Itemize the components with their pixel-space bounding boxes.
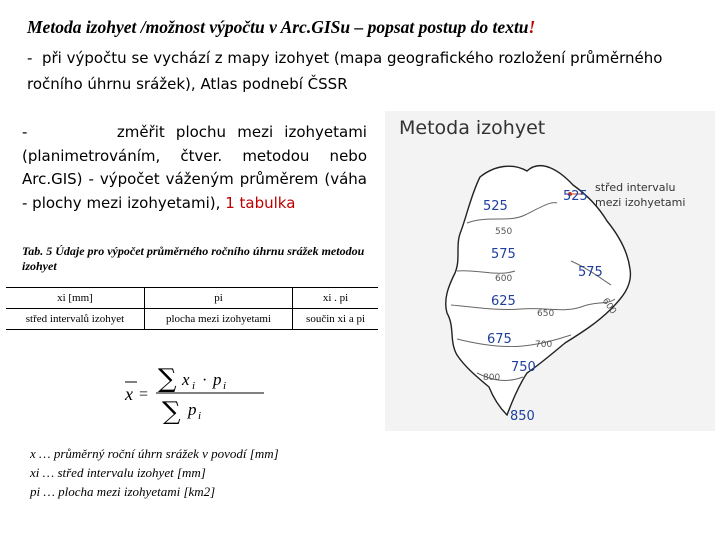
denominator-p: p (188, 400, 197, 419)
numerator-p-index: i (223, 380, 227, 392)
bullet-text: změřit plochu mezi izohyetami (planimetrováním, čtver. metodou nebo Arc.GIS) - výpočet váženým průměrem (váha - plochy mezi izohyetami), (22, 123, 367, 212)
svg-text:=: = (139, 386, 149, 403)
map-title: Metoda izohyet (399, 117, 546, 139)
zone-value-850: 850 (510, 409, 535, 424)
bullet-measure-area (22, 121, 367, 215)
sum-symbol-bottom: ∑ (162, 397, 181, 424)
heading-text: Metoda izohyet /možnost výpočtu v Arc.GISu – popsat postup do textu (27, 17, 529, 37)
isohyet-label-600: 600 (495, 274, 513, 284)
slide-heading (27, 16, 707, 38)
formula-graphic (120, 362, 270, 424)
numerator-x: x (182, 370, 190, 389)
header-xi: xi [mm] (6, 288, 144, 309)
xbar-symbol: x (125, 384, 133, 404)
map-graphic (385, 111, 715, 431)
sum-symbol-top: ∑ (158, 364, 177, 394)
zone-value-525: 525 (483, 199, 508, 214)
zone-value-750: 750 (511, 360, 536, 375)
isohyet-label-700: 700 (535, 340, 553, 350)
isohyet-label-650: 650 (537, 309, 555, 319)
legend-line-pi: pi … plocha mezi izohyetami [km2] (30, 484, 216, 499)
cell-pi: plocha mezi izohyetami (144, 309, 292, 330)
bullet-dash: - (27, 49, 33, 67)
denominator-p-index: i (198, 410, 202, 422)
heading-exclamation: ! (528, 17, 536, 37)
isohyet-label-600-east: 600 (599, 296, 618, 317)
numerator-x-index: i (192, 380, 196, 392)
isohyet-label-800: 800 (483, 373, 501, 383)
zone-value-575-east: 575 (578, 265, 603, 280)
bullet-dash: - (22, 123, 28, 141)
header-pi: pi (144, 288, 292, 309)
formula-legend (30, 444, 390, 501)
zone-value-575: 575 (491, 247, 516, 262)
bullet-text: při výpočtu se vychází z mapy izohyet (mapa geografického rozložení průměrného ročního úhrnu srážek), Atlas podnebí ČSSR (27, 49, 663, 93)
zone-value-675: 675 (487, 332, 512, 347)
map-note-line-1: střed intervalu (595, 181, 676, 194)
legend-line-xi: xi … střed intervalu izohyet [mm] (30, 465, 206, 480)
isohyet-label-550: 550 (495, 227, 513, 237)
numerator-dot: · (202, 372, 208, 389)
isohyet-map (385, 111, 715, 431)
map-note-line-2: mezi izohyetami (595, 196, 686, 209)
table-row (6, 309, 378, 330)
weighted-mean-formula (120, 362, 270, 424)
table-header-row (6, 288, 378, 309)
zone-value-525-east: 525 (563, 189, 588, 204)
bullet-isohyet-map (27, 45, 707, 97)
legend-line-x: x … průměrný roční úhrn srážek v povodí [mm] (30, 446, 279, 461)
table-reference: 1 tabulka (225, 193, 296, 212)
cell-xi: střed intervalů izohyet (6, 309, 144, 330)
zone-value-625: 625 (491, 294, 516, 309)
header-xi-pi: xi . pi (293, 288, 378, 309)
numerator-p: p (213, 370, 222, 389)
isohyet-data-table (6, 287, 378, 330)
table-caption: Tab. 5 Údaje pro výpočet průměrného ročního úhrnu srážek metodou izohyet (22, 244, 365, 273)
cell-xi-pi: součin xi a pi (293, 309, 378, 330)
